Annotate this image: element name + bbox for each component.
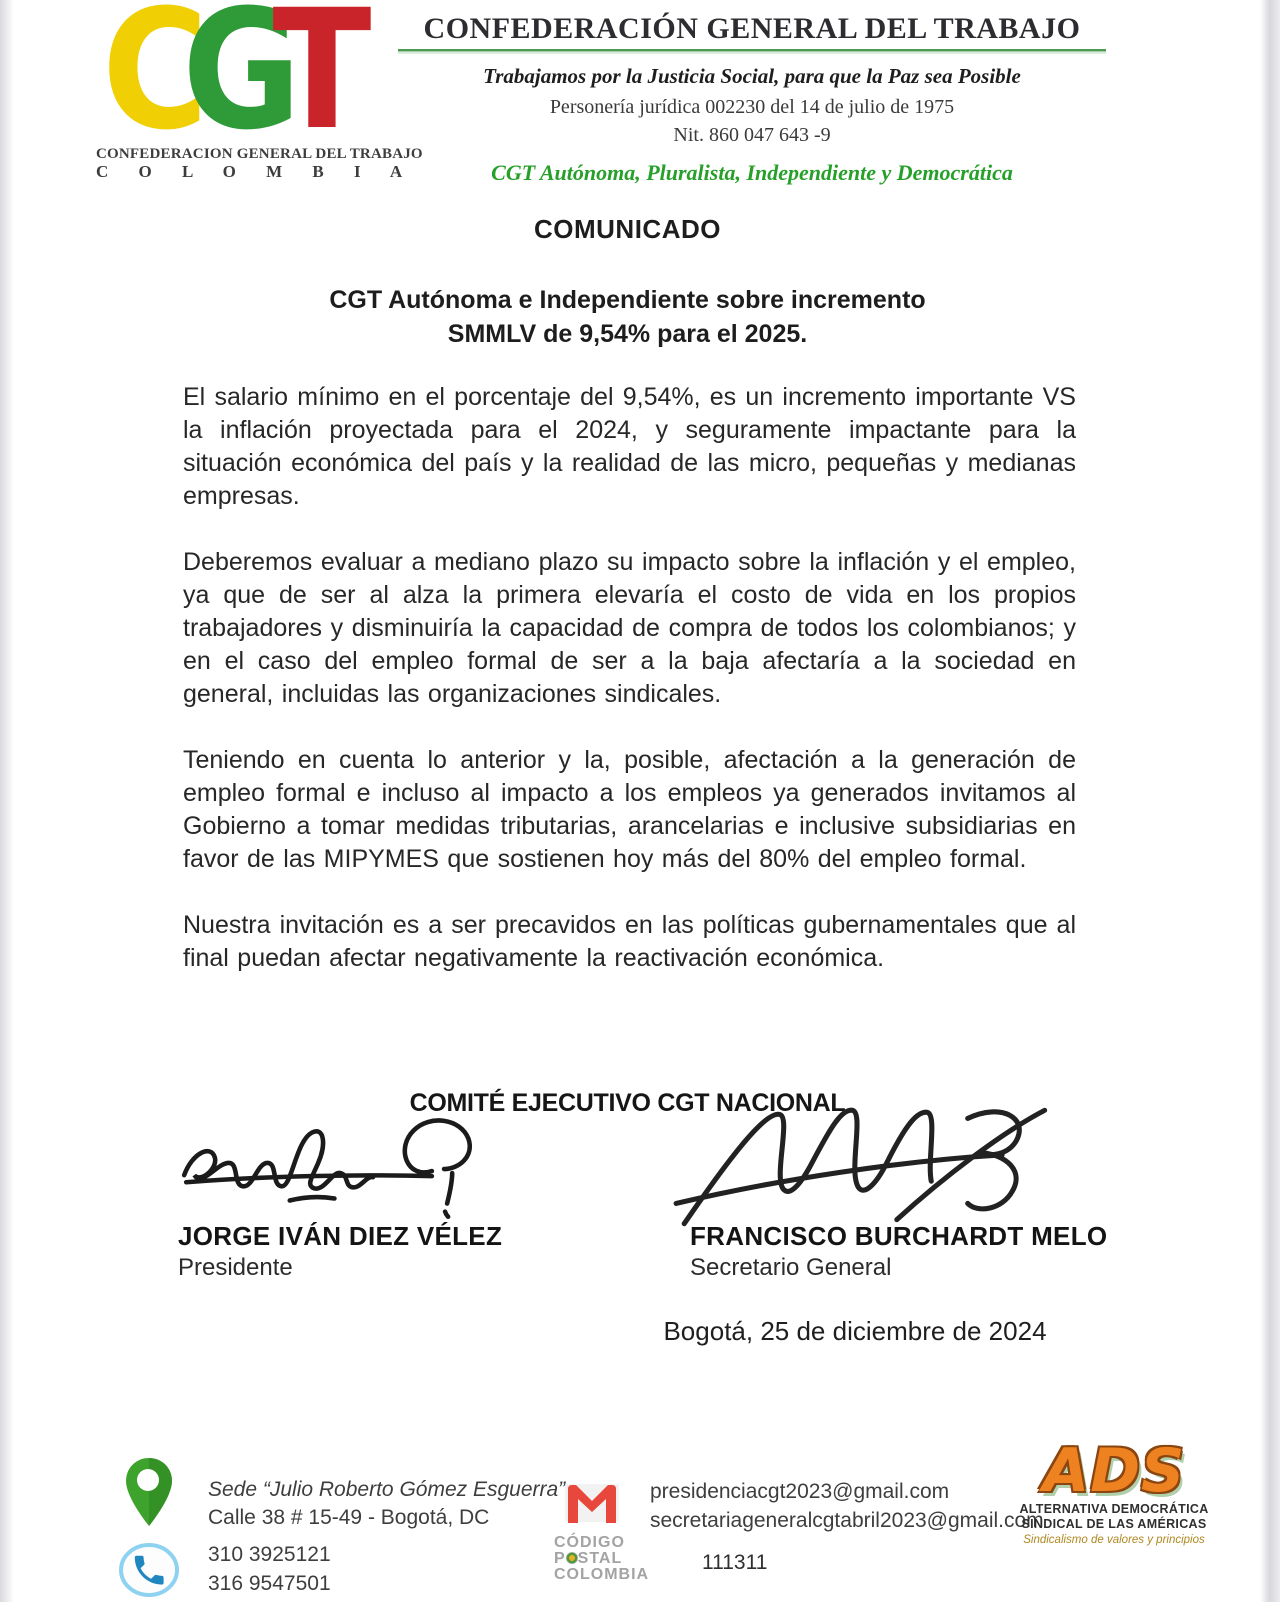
document-title: COMUNICADO [534, 214, 721, 244]
org-motto: CGT Autónoma, Pluralista, Independiente y Democrática [491, 160, 1013, 185]
org-nit: Nit. 860 047 643 -9 [673, 124, 831, 146]
letterhead [398, 12, 1106, 186]
logo-letter-c: C [102, 0, 183, 166]
signature-presidente-image [172, 1110, 507, 1222]
ads-line-1: ALTERNATIVA DEMOCRÁTICA [1019, 1502, 1209, 1516]
address-block [208, 1476, 565, 1532]
gmail-icon [562, 1479, 622, 1527]
postal-o-emblem [566, 1552, 578, 1564]
subtitle-line-2: SMMLV de 9,54% para el 2025. [447, 320, 808, 348]
ads-acronym: ADS [1042, 1436, 1186, 1506]
postal-logo-line-1: CÓDIGO [554, 1534, 625, 1551]
signatory-name-presidente: JORGE IVÁN DIEZ VÉLEZ [178, 1221, 503, 1251]
org-personeria: Personería jurídica 002230 del 14 de julio de 1975 [549, 96, 955, 118]
ads-logo [1005, 1436, 1223, 1546]
ads-tagline: Sindicalismo de valores y principios [1023, 1534, 1205, 1546]
logo-letter-t: T [272, 0, 346, 166]
codigo-postal-logo [554, 1535, 649, 1583]
ads-line-2: SINDICAL DE LAS AMÉRICAS [1021, 1517, 1207, 1531]
phone-block [208, 1540, 331, 1598]
signatory-role-presidente: Presidente [178, 1254, 293, 1281]
header-divider [398, 49, 1106, 55]
postal-code: 111311 [702, 1551, 768, 1574]
paragraph-3: Teniendo en cuenta lo anterior y la, posible, afectación a la generación de empleo formal e incluso al impacto a los empleos ya generados invitamos al Gobierno a tomar medidas tributarias, arancelarias e inclusive subsidiarias en favor de las MIPYMES que sostienen hoy más del 80% del empleo formal. [183, 746, 1076, 873]
phone-number-2: 316 9547501 [208, 1572, 331, 1595]
logo-org-name: CONFEDERACION GENERAL DEL TRABAJO [96, 146, 423, 162]
email-address-2: secretariageneralcgtabril2023@gmail.com [650, 1509, 1044, 1532]
email-block [650, 1477, 1044, 1535]
postal-logo-line-3: COLOMBIA [554, 1566, 650, 1583]
org-title: CONFEDERACIÓN GENERAL DEL TRABAJO [423, 12, 1081, 45]
dateline: Bogotá, 25 de diciembre de 2024 [663, 1316, 1047, 1346]
org-tagline: Trabajamos por la Justicia Social, para que la Paz sea Posible [483, 64, 1021, 88]
phone-number-1: 310 3925121 [208, 1543, 331, 1566]
committee-heading: COMITÉ EJECUTIVO CGT NACIONAL [409, 1089, 846, 1117]
document-body [183, 381, 1076, 1008]
paragraph-1: El salario mínimo en el porcentaje del 9,54%, es un incremento importante VS la inflación proyectada para el 2024, y seguramente impactante para la situación económica del país y la realidad de las micro, pequeñas y medianas empresas. [183, 383, 1076, 510]
page-edge-left [0, 0, 14, 1602]
logo-letter-g: G [182, 0, 273, 166]
logo-country: C O L O M B I A [96, 162, 416, 181]
signatory-role-secretario: Secretario General [690, 1254, 892, 1281]
subtitle-line-1: CGT Autónoma e Independiente sobre incremento [329, 286, 926, 314]
postal-logo-line-2: P STAL [554, 1550, 623, 1567]
signature-secretario-image [668, 1098, 1073, 1235]
email-address-1: presidenciacgt2023@gmail.com [650, 1480, 950, 1503]
address-line-1: Sede “Julio Roberto Gómez Esguerra” [208, 1478, 566, 1501]
location-pin-icon [122, 1455, 176, 1529]
paragraph-2: Deberemos evaluar a mediano plazo su impacto sobre la inflación y el empleo, ya que de ser al alza la primera elevaría el costo de vida en los propios trabajadores y disminuiría la capacidad de compra de todos los colombianos; y en el caso del empleo formal de ser a la baja afectaría a la sociedad en general, incluidas las organizaciones sindicales. [183, 548, 1076, 708]
phone-icon [118, 1542, 180, 1598]
paragraph-4: Nuestra invitación es a ser precavidos en las políticas gubernamentales que al final puedan afectar negativamente la reactivación económica. [183, 911, 1076, 972]
address-line-2: Calle 38 # 15-49 - Bogotá, DC [208, 1506, 490, 1529]
page-edge-right [1260, 0, 1280, 1602]
document-subtitle [180, 283, 1075, 351]
signatory-name-secretario: FRANCISCO BURCHARDT MELO [690, 1221, 1108, 1251]
